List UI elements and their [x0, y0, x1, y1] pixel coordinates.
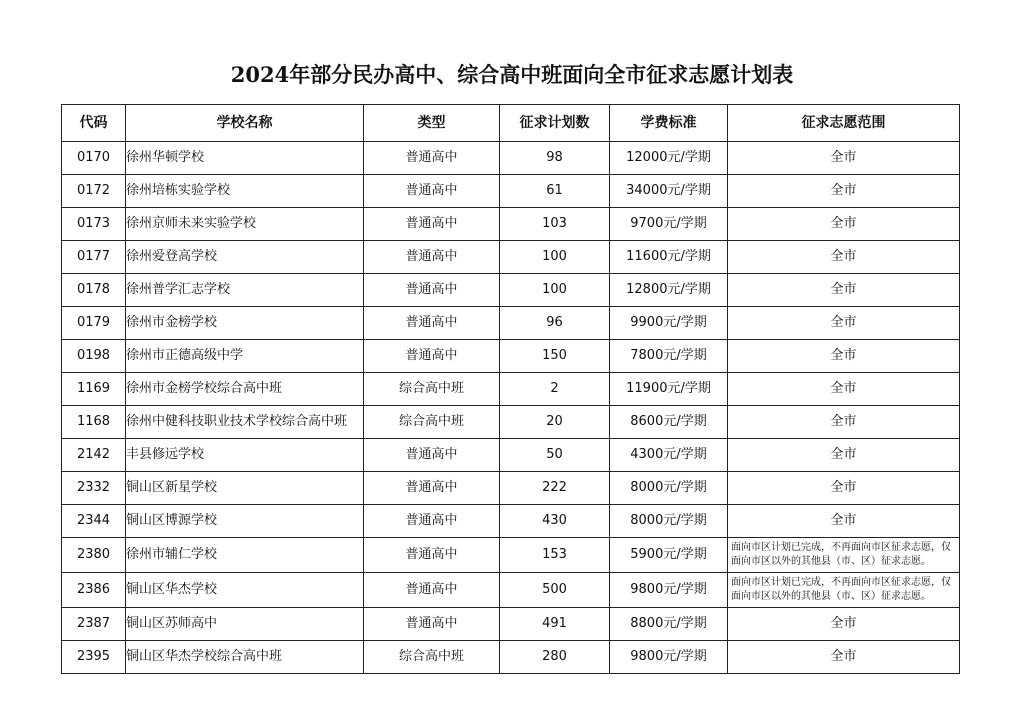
cell-scope: 全市 — [728, 241, 960, 274]
cell-tuition: 12800元/学期 — [610, 274, 728, 307]
cell-type: 普通高中 — [364, 505, 500, 538]
cell-planned-count: 222 — [500, 472, 610, 505]
header-planned-count: 征求计划数 — [500, 105, 610, 142]
table-row — [62, 340, 960, 373]
cell-tuition: 8600元/学期 — [610, 406, 728, 439]
cell-tuition: 4300元/学期 — [610, 439, 728, 472]
cell-scope: 全市 — [728, 406, 960, 439]
table-row — [62, 472, 960, 505]
cell-school-name: 徐州京师未来实验学校 — [126, 208, 364, 241]
cell-planned-count: 100 — [500, 274, 610, 307]
cell-tuition: 9800元/学期 — [610, 573, 728, 608]
cell-planned-count: 103 — [500, 208, 610, 241]
cell-school-name: 徐州市金榜学校 — [126, 307, 364, 340]
cell-school-name: 徐州市正德高级中学 — [126, 340, 364, 373]
cell-scope: 面向市区计划已完成，不再面向市区征求志愿，仅面向市区以外的其他县（市、区）征求志愿。 — [728, 538, 960, 573]
cell-type: 普通高中 — [364, 274, 500, 307]
cell-school-name: 丰县修远学校 — [126, 439, 364, 472]
cell-code: 1169 — [62, 373, 126, 406]
cell-planned-count: 100 — [500, 241, 610, 274]
cell-school-name: 铜山区新星学校 — [126, 472, 364, 505]
cell-school-name: 铜山区博源学校 — [126, 505, 364, 538]
cell-school-name: 徐州普学汇志学校 — [126, 274, 364, 307]
cell-school-name: 铜山区华杰学校 — [126, 573, 364, 608]
cell-tuition: 8000元/学期 — [610, 505, 728, 538]
cell-tuition: 9900元/学期 — [610, 307, 728, 340]
cell-code: 2142 — [62, 439, 126, 472]
cell-scope: 全市 — [728, 641, 960, 674]
cell-planned-count: 20 — [500, 406, 610, 439]
cell-scope: 全市 — [728, 373, 960, 406]
table-row — [62, 274, 960, 307]
cell-school-name: 徐州华顿学校 — [126, 142, 364, 175]
cell-type: 普通高中 — [364, 573, 500, 608]
cell-scope: 面向市区计划已完成，不再面向市区征求志愿，仅面向市区以外的其他县（市、区）征求志愿。 — [728, 573, 960, 608]
enrollment-plan-table — [61, 104, 960, 674]
table-row — [62, 608, 960, 641]
cell-tuition: 5900元/学期 — [610, 538, 728, 573]
cell-planned-count: 491 — [500, 608, 610, 641]
cell-scope: 全市 — [728, 505, 960, 538]
cell-type: 普通高中 — [364, 142, 500, 175]
cell-code: 1168 — [62, 406, 126, 439]
cell-code: 2380 — [62, 538, 126, 573]
table-row — [62, 241, 960, 274]
cell-school-name: 徐州市辅仁学校 — [126, 538, 364, 573]
cell-scope: 全市 — [728, 608, 960, 641]
header-code: 代码 — [62, 105, 126, 142]
cell-scope: 全市 — [728, 175, 960, 208]
cell-tuition: 9800元/学期 — [610, 641, 728, 674]
cell-type: 综合高中班 — [364, 406, 500, 439]
header-scope: 征求志愿范围 — [728, 105, 960, 142]
cell-scope: 全市 — [728, 274, 960, 307]
cell-tuition: 9700元/学期 — [610, 208, 728, 241]
table-row — [62, 142, 960, 175]
cell-school-name: 徐州市金榜学校综合高中班 — [126, 373, 364, 406]
table-body — [62, 142, 960, 674]
cell-tuition: 7800元/学期 — [610, 340, 728, 373]
header-school-name: 学校名称 — [126, 105, 364, 142]
cell-type: 普通高中 — [364, 608, 500, 641]
cell-planned-count: 2 — [500, 373, 610, 406]
cell-code: 2344 — [62, 505, 126, 538]
table-row — [62, 208, 960, 241]
table-row — [62, 573, 960, 608]
cell-planned-count: 500 — [500, 573, 610, 608]
cell-school-name: 徐州培栋实验学校 — [126, 175, 364, 208]
cell-tuition: 8800元/学期 — [610, 608, 728, 641]
cell-type: 普通高中 — [364, 439, 500, 472]
table-header-row — [62, 105, 960, 142]
table-row — [62, 439, 960, 472]
cell-planned-count: 96 — [500, 307, 610, 340]
cell-school-name: 徐州爱登高学校 — [126, 241, 364, 274]
cell-tuition: 12000元/学期 — [610, 142, 728, 175]
table-row — [62, 641, 960, 674]
cell-planned-count: 61 — [500, 175, 610, 208]
table-row — [62, 373, 960, 406]
cell-code: 0177 — [62, 241, 126, 274]
table-row — [62, 175, 960, 208]
table-row — [62, 538, 960, 573]
cell-code: 2386 — [62, 573, 126, 608]
cell-planned-count: 98 — [500, 142, 610, 175]
cell-tuition: 8000元/学期 — [610, 472, 728, 505]
cell-school-name: 铜山区华杰学校综合高中班 — [126, 641, 364, 674]
cell-code: 0172 — [62, 175, 126, 208]
cell-tuition: 34000元/学期 — [610, 175, 728, 208]
cell-scope: 全市 — [728, 142, 960, 175]
cell-tuition: 11900元/学期 — [610, 373, 728, 406]
header-type: 类型 — [364, 105, 500, 142]
cell-code: 0198 — [62, 340, 126, 373]
cell-code: 2387 — [62, 608, 126, 641]
cell-school-name: 铜山区苏师高中 — [126, 608, 364, 641]
cell-type: 普通高中 — [364, 307, 500, 340]
document-title: 2024年部分民办高中、综合高中班面向全市征求志愿计划表 — [230, 62, 794, 87]
cell-code: 2395 — [62, 641, 126, 674]
cell-type: 普通高中 — [364, 538, 500, 573]
cell-planned-count: 153 — [500, 538, 610, 573]
table-row — [62, 505, 960, 538]
cell-type: 普通高中 — [364, 472, 500, 505]
cell-type: 普通高中 — [364, 175, 500, 208]
cell-type: 普通高中 — [364, 340, 500, 373]
cell-code: 0179 — [62, 307, 126, 340]
cell-type: 普通高中 — [364, 208, 500, 241]
table-row — [62, 307, 960, 340]
cell-planned-count: 430 — [500, 505, 610, 538]
cell-type: 综合高中班 — [364, 641, 500, 674]
cell-scope: 全市 — [728, 472, 960, 505]
cell-planned-count: 150 — [500, 340, 610, 373]
cell-tuition: 11600元/学期 — [610, 241, 728, 274]
cell-code: 0170 — [62, 142, 126, 175]
cell-planned-count: 280 — [500, 641, 610, 674]
table-row — [62, 406, 960, 439]
cell-scope: 全市 — [728, 340, 960, 373]
cell-scope: 全市 — [728, 307, 960, 340]
cell-type: 普通高中 — [364, 241, 500, 274]
cell-planned-count: 50 — [500, 439, 610, 472]
cell-code: 0178 — [62, 274, 126, 307]
cell-school-name: 徐州中健科技职业技术学校综合高中班 — [126, 406, 364, 439]
cell-scope: 全市 — [728, 439, 960, 472]
header-tuition: 学费标准 — [610, 105, 728, 142]
cell-scope: 全市 — [728, 208, 960, 241]
cell-code: 2332 — [62, 472, 126, 505]
cell-code: 0173 — [62, 208, 126, 241]
cell-type: 综合高中班 — [364, 373, 500, 406]
